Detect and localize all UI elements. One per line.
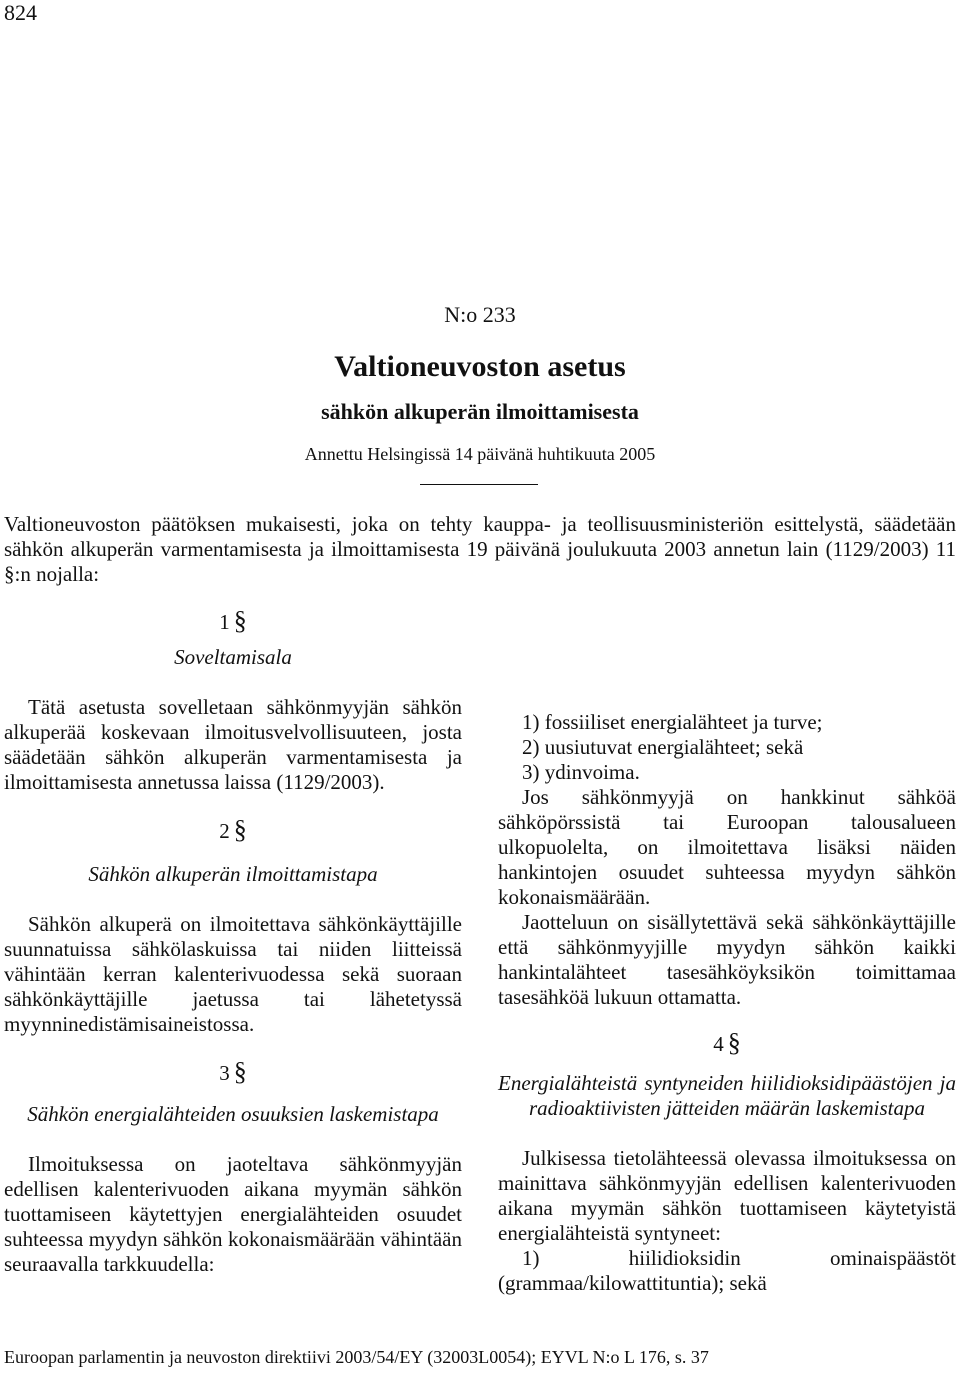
left-column	[4, 608, 462, 1277]
section-1-number: 1 §	[219, 606, 247, 635]
section-4-item-1: 1) hiilidioksidin ominaispäästöt (grammaa/kilowattituntia); sekä	[498, 1246, 956, 1295]
section-3-heading: Sähkön energialähteiden osuuksien laskemistapa	[27, 1102, 439, 1126]
section-4-heading: Energialähteistä syntyneiden hiilidioksidipäästöjen ja radioaktiivisten jätteiden määrän laskemistapa	[498, 1071, 956, 1120]
section-3-item-1: 1) fossiiliset energialähteet ja turve;	[522, 710, 823, 734]
footnote: Euroopan parlamentin ja neuvoston direktiivi 2003/54/EY (32003L0054); EYVL N:o L 176, s. 37	[4, 1347, 709, 1367]
section-4-number: 4 §	[713, 1028, 741, 1057]
preamble: Valtioneuvoston päätöksen mukaisesti, joka on tehty kauppa- ja teollisuusministeriön esittelystä, säädetään sähkön alkuperän varmentamisesta ja ilmoittamisesta 19 päivänä joulukuuta 2003 annetun lain (1129/2003) 11 §:n nojalla:	[4, 512, 956, 586]
given-date: Annettu Helsingissä 14 päivänä huhtikuuta 2005	[304, 444, 656, 464]
section-3-paragraph-2: Jos sähkönmyyjä on hankkinut sähköä sähköpörssistä tai Euroopan talousalueen ulkopuolelta, on ilmoitettava lisäksi näiden hankintojen osuudet suhteessa myydyn sähkön kokonaismäärään.	[498, 785, 956, 909]
document-title: Valtioneuvoston asetus	[334, 350, 626, 383]
divider-rule	[420, 484, 538, 485]
section-3-paragraph-3: Jaotteluun on sisällytettävä sekä sähkönkäyttäjille että sähkönmyyjille myydyn sähkön kaikki hankintalähteet tasesähköyksikön toimittamaa tasesähköä lukuun ottamatta.	[498, 910, 956, 1009]
section-symbol: §	[233, 606, 247, 635]
section-2-number: 2 §	[219, 815, 247, 844]
section-3-text: Ilmoituksessa on jaoteltava sähkönmyyjän edellisen kalenterivuoden aikana myymän sähkön tuottamiseen käytettyjen energialähteiden osuudet suhteessa myydyn sähkön kokonaismäärään vähintään seuraavalla tarkkuudella:	[4, 1152, 462, 1276]
section-symbol: §	[233, 815, 247, 844]
section-2-text: Sähkön alkuperä on ilmoitettava sähkönkäyttäjille suunnatuissa sähkölaskuissa tai niiden liitteissä vähintään kerran kalenterivuodessa sekä suoraan sähkönkäyttäjille jaetussa tai lähetetyssä myynninedistämisaineistossa.	[4, 912, 462, 1036]
statute-number: N:o 233	[444, 302, 516, 327]
section-symbol: §	[233, 1057, 247, 1086]
section-1-text: Tätä asetusta sovelletaan sähkönmyyjän sähkön alkuperää koskevaan ilmoitusvelvollisuuteen, josta säädetään sähkön alkuperän varmentamisesta ja ilmoittamisesta annetussa laissa (1129/2003).	[4, 695, 462, 794]
section-3-number: 3 §	[219, 1057, 247, 1086]
document-subtitle: sähkön alkuperän ilmoittamisesta	[321, 399, 639, 424]
section-2-heading: Sähkön alkuperän ilmoittamistapa	[88, 862, 378, 886]
section-3-item-3: 3) ydinvoima.	[522, 760, 640, 784]
section-3-continuation-space	[498, 610, 956, 710]
section-1-heading: Soveltamisala	[174, 645, 292, 669]
page-number: 824	[4, 0, 37, 25]
section-3-item-2: 2) uusiutuvat energialähteet; sekä	[522, 735, 804, 759]
section-symbol: §	[727, 1028, 741, 1057]
right-column	[498, 610, 956, 1296]
section-4-text: Julkisessa tietolähteessä olevassa ilmoituksessa on mainittava sähkönmyyjän edellisen kalenterivuoden aikana myymän sähkön tuottamiseen käytetyistä energialähteistä syntyneet:	[498, 1146, 956, 1245]
